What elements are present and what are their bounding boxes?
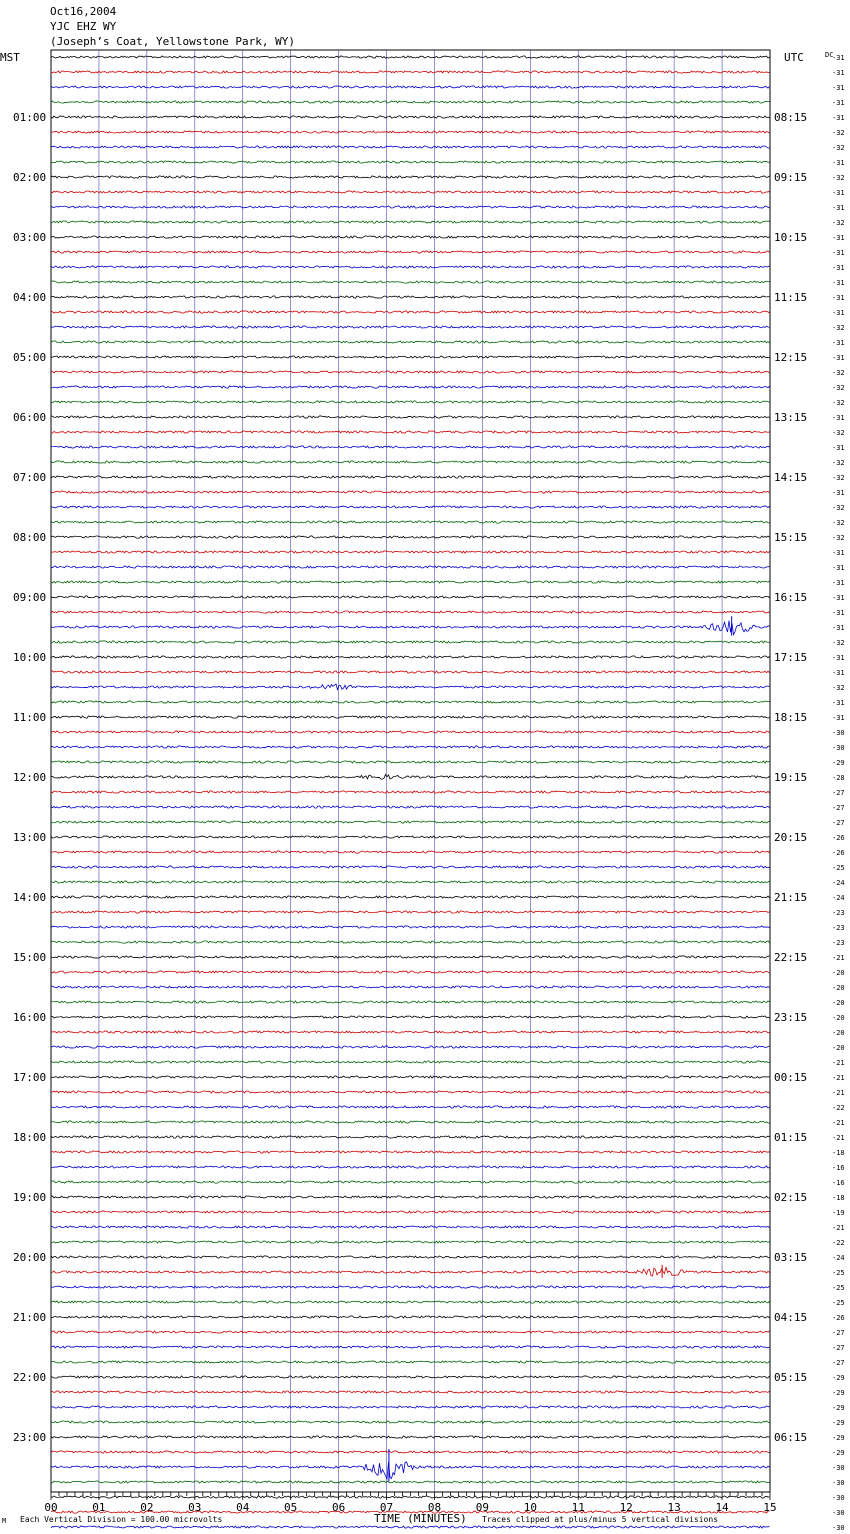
dc-offset-label: -23 [832, 939, 845, 947]
trace-line [51, 116, 770, 118]
right-hour-label: 18:15 [774, 711, 808, 724]
dc-offset-label: -31 [832, 354, 845, 362]
left-hour-label: 03:00 [13, 231, 47, 244]
dc-offset-label: -30 [832, 1464, 845, 1472]
trace-line [51, 821, 770, 823]
dc-offset-label: -30 [832, 729, 845, 737]
dc-offset-label: -31 [832, 564, 845, 572]
left-hour-label: 17:00 [13, 1071, 47, 1084]
dc-offset-label: -31 [832, 114, 845, 122]
corner-mark: M [2, 1517, 7, 1525]
dc-offset-label: -31 [832, 669, 845, 677]
trace-line [51, 131, 770, 133]
trace-line [51, 371, 770, 373]
trace-line [51, 1391, 770, 1393]
trace-line [51, 1451, 770, 1453]
dc-offset-label: -31 [832, 609, 845, 617]
dc-offset-label: -32 [832, 324, 845, 332]
trace-line [51, 1462, 770, 1479]
trace-line [51, 356, 770, 358]
dc-offset-label: -24 [832, 894, 845, 902]
left-hour-label: 05:00 [13, 351, 47, 364]
left-hour-label: 19:00 [13, 1191, 47, 1204]
right-hour-label: 13:15 [774, 411, 808, 424]
trace-line [51, 86, 770, 88]
dc-offset-label: -20 [832, 1014, 845, 1022]
right-hour-label: 06:15 [774, 1431, 808, 1444]
dc-offset-label: -32 [832, 429, 845, 437]
left-hour-label: 07:00 [13, 471, 47, 484]
right-timezone-label: UTC [784, 51, 804, 64]
trace-line [51, 161, 770, 163]
dc-offset-label: -21 [832, 1224, 845, 1232]
dc-offset-label: -27 [832, 804, 845, 812]
dc-offset-label: -20 [832, 999, 845, 1007]
trace-line [51, 1256, 770, 1258]
left-hour-label: 15:00 [13, 951, 47, 964]
trace-line [51, 1436, 770, 1438]
dc-offset-label: -25 [832, 1299, 845, 1307]
right-hour-label: 04:15 [774, 1311, 808, 1324]
trace-line [51, 896, 770, 898]
left-hour-label: 06:00 [13, 411, 47, 424]
left-hour-label: 12:00 [13, 771, 47, 784]
dc-offset-label: -21 [832, 1074, 845, 1082]
trace-line [51, 611, 770, 613]
dc-offset-label: -21 [832, 954, 845, 962]
trace-line [51, 1151, 770, 1153]
right-hour-label: 08:15 [774, 111, 808, 124]
left-hour-label: 10:00 [13, 651, 47, 664]
dc-offset-label: -32 [832, 174, 845, 182]
dc-offset-label: -23 [832, 909, 845, 917]
dc-offset-label: -20 [832, 1029, 845, 1037]
dc-offset-label: -29 [832, 1374, 845, 1382]
trace-line [51, 581, 770, 583]
right-hour-label: 00:15 [774, 1071, 808, 1084]
dc-offset-label: -31 [832, 699, 845, 707]
trace-line [51, 446, 770, 448]
dc-offset-label: -16 [832, 1164, 845, 1172]
dc-offset-label: -32 [832, 399, 845, 407]
trace-line [51, 1211, 770, 1213]
trace-line [51, 641, 770, 643]
x-tick-label: 00 [44, 1501, 58, 1514]
dc-offset-label: -29 [832, 1434, 845, 1442]
dc-offset-label: -27 [832, 1344, 845, 1352]
dc-offset-label: -32 [832, 639, 845, 647]
dc-offset-label: -26 [832, 834, 845, 842]
left-hour-label: 09:00 [13, 591, 47, 604]
dc-offset-label: -32 [832, 474, 845, 482]
trace-line [51, 596, 770, 598]
dc-offset-label: -29 [832, 1419, 845, 1427]
dc-offset-label: -31 [832, 69, 845, 77]
trace-line [51, 621, 770, 635]
trace-line [51, 1286, 770, 1288]
trace-line [51, 1226, 770, 1228]
trace-line [51, 1481, 770, 1483]
x-tick-label: 13 [667, 1501, 681, 1514]
dc-offset-label: -24 [832, 1254, 845, 1262]
right-hour-label: 20:15 [774, 831, 808, 844]
trace-line [51, 656, 770, 658]
dc-offset-label: -25 [832, 1284, 845, 1292]
trace-line [51, 326, 770, 328]
trace-line [51, 311, 770, 313]
dc-offset-label: -31 [832, 549, 845, 557]
right-hour-label: 21:15 [774, 891, 808, 904]
left-timezone-label: MST [0, 51, 20, 64]
trace-line [51, 461, 770, 463]
right-hour-label: 23:15 [774, 1011, 808, 1024]
dc-offset-label: -31 [832, 279, 845, 287]
dc-offset-label: -32 [832, 504, 845, 512]
dc-offset-label: -31 [832, 54, 845, 62]
trace-line [51, 1496, 770, 1498]
dc-offset-label: -31 [832, 339, 845, 347]
trace-line [51, 221, 770, 223]
right-hour-label: 16:15 [774, 591, 808, 604]
dc-offset-label: -21 [832, 1134, 845, 1142]
x-tick-label: 07 [379, 1501, 394, 1514]
trace-line [51, 911, 770, 913]
trace-line [51, 476, 770, 478]
trace-line [51, 1106, 770, 1108]
trace-line [51, 1241, 770, 1243]
dc-offset-label: -31 [832, 294, 845, 302]
dc-offset-label: -32 [832, 144, 845, 152]
trace-line [51, 774, 770, 779]
trace-line [51, 701, 770, 703]
dc-offset-label: -31 [832, 309, 845, 317]
dc-offset-label: -31 [832, 249, 845, 257]
left-hour-label: 18:00 [13, 1131, 47, 1144]
trace-line [51, 191, 770, 193]
dc-offset-label: -22 [832, 1104, 845, 1112]
dc-offset-label: -32 [832, 684, 845, 692]
location-label: (Joseph’s Coat, Yellowstone Park, WY) [50, 35, 296, 48]
trace-line [51, 296, 770, 298]
dc-offset-label: -31 [832, 714, 845, 722]
right-hour-label: 09:15 [774, 171, 808, 184]
dc-offset-label: -20 [832, 984, 845, 992]
left-hour-label: 21:00 [13, 1311, 47, 1324]
dc-offset-label: -31 [832, 579, 845, 587]
x-tick-label: 02 [140, 1501, 154, 1514]
dc-label: DC [825, 51, 834, 59]
left-hour-label: 23:00 [13, 1431, 47, 1444]
x-tick-label: 01 [92, 1501, 106, 1514]
trace-line [51, 1181, 770, 1183]
dc-offset-label: -21 [832, 1119, 845, 1127]
dc-offset-label: -19 [832, 1209, 845, 1217]
trace-line [51, 341, 770, 343]
right-hour-label: 10:15 [774, 231, 808, 244]
trace-line [51, 1346, 770, 1348]
dc-offset-label: -26 [832, 1314, 845, 1322]
dc-offset-label: -27 [832, 819, 845, 827]
right-hour-label: 01:15 [774, 1131, 808, 1144]
left-hour-label: 16:00 [13, 1011, 47, 1024]
trace-line [51, 206, 770, 208]
x-tick-label: 05 [284, 1501, 298, 1514]
dc-offset-label: -25 [832, 1269, 845, 1277]
right-hour-label: 03:15 [774, 1251, 808, 1264]
dc-offset-label: -32 [832, 534, 845, 542]
dc-offset-label: -31 [832, 159, 845, 167]
dc-offset-label: -32 [832, 219, 845, 227]
dc-offset-label: -31 [832, 444, 845, 452]
dc-offset-label: -30 [832, 1524, 845, 1532]
right-hour-label: 19:15 [774, 771, 808, 784]
x-tick-label: 10 [523, 1501, 537, 1514]
left-hour-label: 04:00 [13, 291, 47, 304]
trace-line [51, 1406, 770, 1408]
scale-note: Each Vertical Division = 100.00 microvolts [20, 1515, 223, 1524]
dc-offset-label: -31 [832, 489, 845, 497]
trace-line [51, 1001, 770, 1003]
left-hour-label: 02:00 [13, 171, 47, 184]
left-hour-label: 14:00 [13, 891, 47, 904]
trace-line [51, 1031, 770, 1033]
dc-offset-label: -32 [832, 369, 845, 377]
trace-line [51, 761, 770, 763]
trace-line [51, 971, 770, 973]
dc-offset-label: -31 [832, 234, 845, 242]
dc-offset-label: -25 [832, 864, 845, 872]
trace-line [51, 1361, 770, 1363]
trace-line [51, 851, 770, 853]
x-tick-label: 03 [188, 1501, 202, 1514]
trace-line [51, 101, 770, 103]
trace-line [51, 1301, 770, 1303]
trace-line [51, 926, 770, 928]
trace-line [51, 1076, 770, 1078]
left-hour-label: 13:00 [13, 831, 47, 844]
trace-line [51, 506, 770, 508]
trace-line [51, 236, 770, 238]
dc-offset-label: -32 [832, 459, 845, 467]
trace-line [51, 386, 770, 388]
right-hour-label: 12:15 [774, 351, 808, 364]
trace-line [51, 1196, 770, 1198]
dc-offset-label: -31 [832, 414, 845, 422]
dc-offset-label: -21 [832, 1059, 845, 1067]
dc-offset-label: -31 [832, 264, 845, 272]
trace-line [51, 431, 770, 433]
date-label: Oct16,2004 [50, 5, 117, 18]
right-hour-label: 05:15 [774, 1371, 808, 1384]
trace-line [51, 536, 770, 538]
trace-line [51, 266, 770, 268]
dc-offset-label: -30 [832, 1494, 845, 1502]
dc-offset-label: -29 [832, 1449, 845, 1457]
x-tick-label: 15 [763, 1501, 777, 1514]
trace-line [51, 1526, 770, 1528]
trace-line [51, 941, 770, 943]
trace-line [51, 671, 770, 673]
trace-line [51, 746, 770, 748]
dc-offset-label: -31 [832, 189, 845, 197]
left-hour-label: 01:00 [13, 111, 47, 124]
dc-offset-label: -18 [832, 1194, 845, 1202]
trace-line [51, 1316, 770, 1318]
trace-line [51, 551, 770, 553]
trace-line [51, 791, 770, 793]
dc-offset-label: -32 [832, 129, 845, 137]
station-label: YJC EHZ WY [50, 20, 117, 33]
trace-line [51, 836, 770, 838]
trace-line [51, 56, 770, 58]
trace-line [51, 401, 770, 403]
trace-line [51, 881, 770, 883]
dc-offset-label: -27 [832, 1359, 845, 1367]
dc-offset-label: -21 [832, 1089, 845, 1097]
dc-offset-label: -31 [832, 204, 845, 212]
right-hour-label: 15:15 [774, 531, 808, 544]
x-tick-label: 12 [619, 1501, 633, 1514]
left-hour-label: 11:00 [13, 711, 47, 724]
trace-line [51, 731, 770, 733]
dc-offset-label: -31 [832, 624, 845, 632]
trace-line [51, 71, 770, 73]
left-hour-label: 08:00 [13, 531, 47, 544]
trace-line [51, 1091, 770, 1093]
right-hour-label: 22:15 [774, 951, 808, 964]
trace-line [51, 491, 770, 493]
clip-note: Traces clipped at plus/minus 5 vertical divisions [482, 1515, 719, 1524]
x-tick-label: 06 [331, 1501, 346, 1514]
right-hour-label: 11:15 [774, 291, 808, 304]
trace-line [51, 1121, 770, 1123]
trace-line [51, 1421, 770, 1423]
trace-line [51, 146, 770, 148]
trace-line [51, 566, 770, 568]
trace-line [51, 1331, 770, 1333]
dc-offset-label: -31 [832, 84, 845, 92]
dc-offset-label: -27 [832, 789, 845, 797]
trace-line [51, 1376, 770, 1378]
trace-line [51, 1061, 770, 1063]
x-tick-label: 08 [427, 1501, 442, 1514]
trace-line [51, 986, 770, 988]
dc-offset-label: -22 [832, 1239, 845, 1247]
right-hour-label: 14:15 [774, 471, 808, 484]
trace-line [51, 684, 770, 690]
dc-offset-label: -31 [832, 99, 845, 107]
trace-line [51, 1046, 770, 1048]
dc-offset-label: -29 [832, 759, 845, 767]
dc-offset-label: -26 [832, 849, 845, 857]
trace-line [51, 281, 770, 283]
trace-line [51, 1166, 770, 1168]
dc-offset-label: -32 [832, 519, 845, 527]
right-hour-label: 02:15 [774, 1191, 808, 1204]
traces [51, 56, 770, 1534]
right-hour-label: 17:15 [774, 651, 808, 664]
trace-line [51, 521, 770, 523]
trace-line [51, 806, 770, 808]
dc-offset-label: -18 [832, 1149, 845, 1157]
trace-line [51, 1016, 770, 1018]
left-hour-label: 22:00 [13, 1371, 47, 1384]
dc-offset-label: -30 [832, 1509, 845, 1517]
trace-line [51, 251, 770, 253]
x-tick-label: 04 [236, 1501, 250, 1514]
dc-offset-label: -24 [832, 879, 845, 887]
dc-offset-label: -20 [832, 969, 845, 977]
trace-line [51, 176, 770, 178]
x-axis-ticks [51, 1492, 770, 1500]
dc-offset-label: -30 [832, 744, 845, 752]
trace-line [51, 416, 770, 418]
dc-offset-label: -29 [832, 1389, 845, 1397]
dc-offset-label: -29 [832, 1404, 845, 1412]
x-tick-label: 14 [715, 1501, 729, 1514]
dc-offset-label: -23 [832, 924, 845, 932]
x-tick-label: 11 [571, 1501, 585, 1514]
axis-labels [13, 54, 845, 1534]
trace-line [51, 716, 770, 718]
left-hour-label: 20:00 [13, 1251, 47, 1264]
trace-line [51, 956, 770, 958]
x-axis-title: TIME (MINUTES) [374, 1512, 467, 1525]
dc-offset-label: -32 [832, 384, 845, 392]
dc-offset-label: -16 [832, 1179, 845, 1187]
dc-offset-label: -30 [832, 1479, 845, 1487]
dc-offset-label: -27 [832, 1329, 845, 1337]
dc-offset-label: -28 [832, 774, 845, 782]
dc-offset-label: -20 [832, 1044, 845, 1052]
trace-line [51, 866, 770, 868]
dc-offset-label: -31 [832, 654, 845, 662]
trace-line [51, 1136, 770, 1138]
x-tick-label: 09 [475, 1501, 490, 1514]
dc-offset-label: -31 [832, 594, 845, 602]
